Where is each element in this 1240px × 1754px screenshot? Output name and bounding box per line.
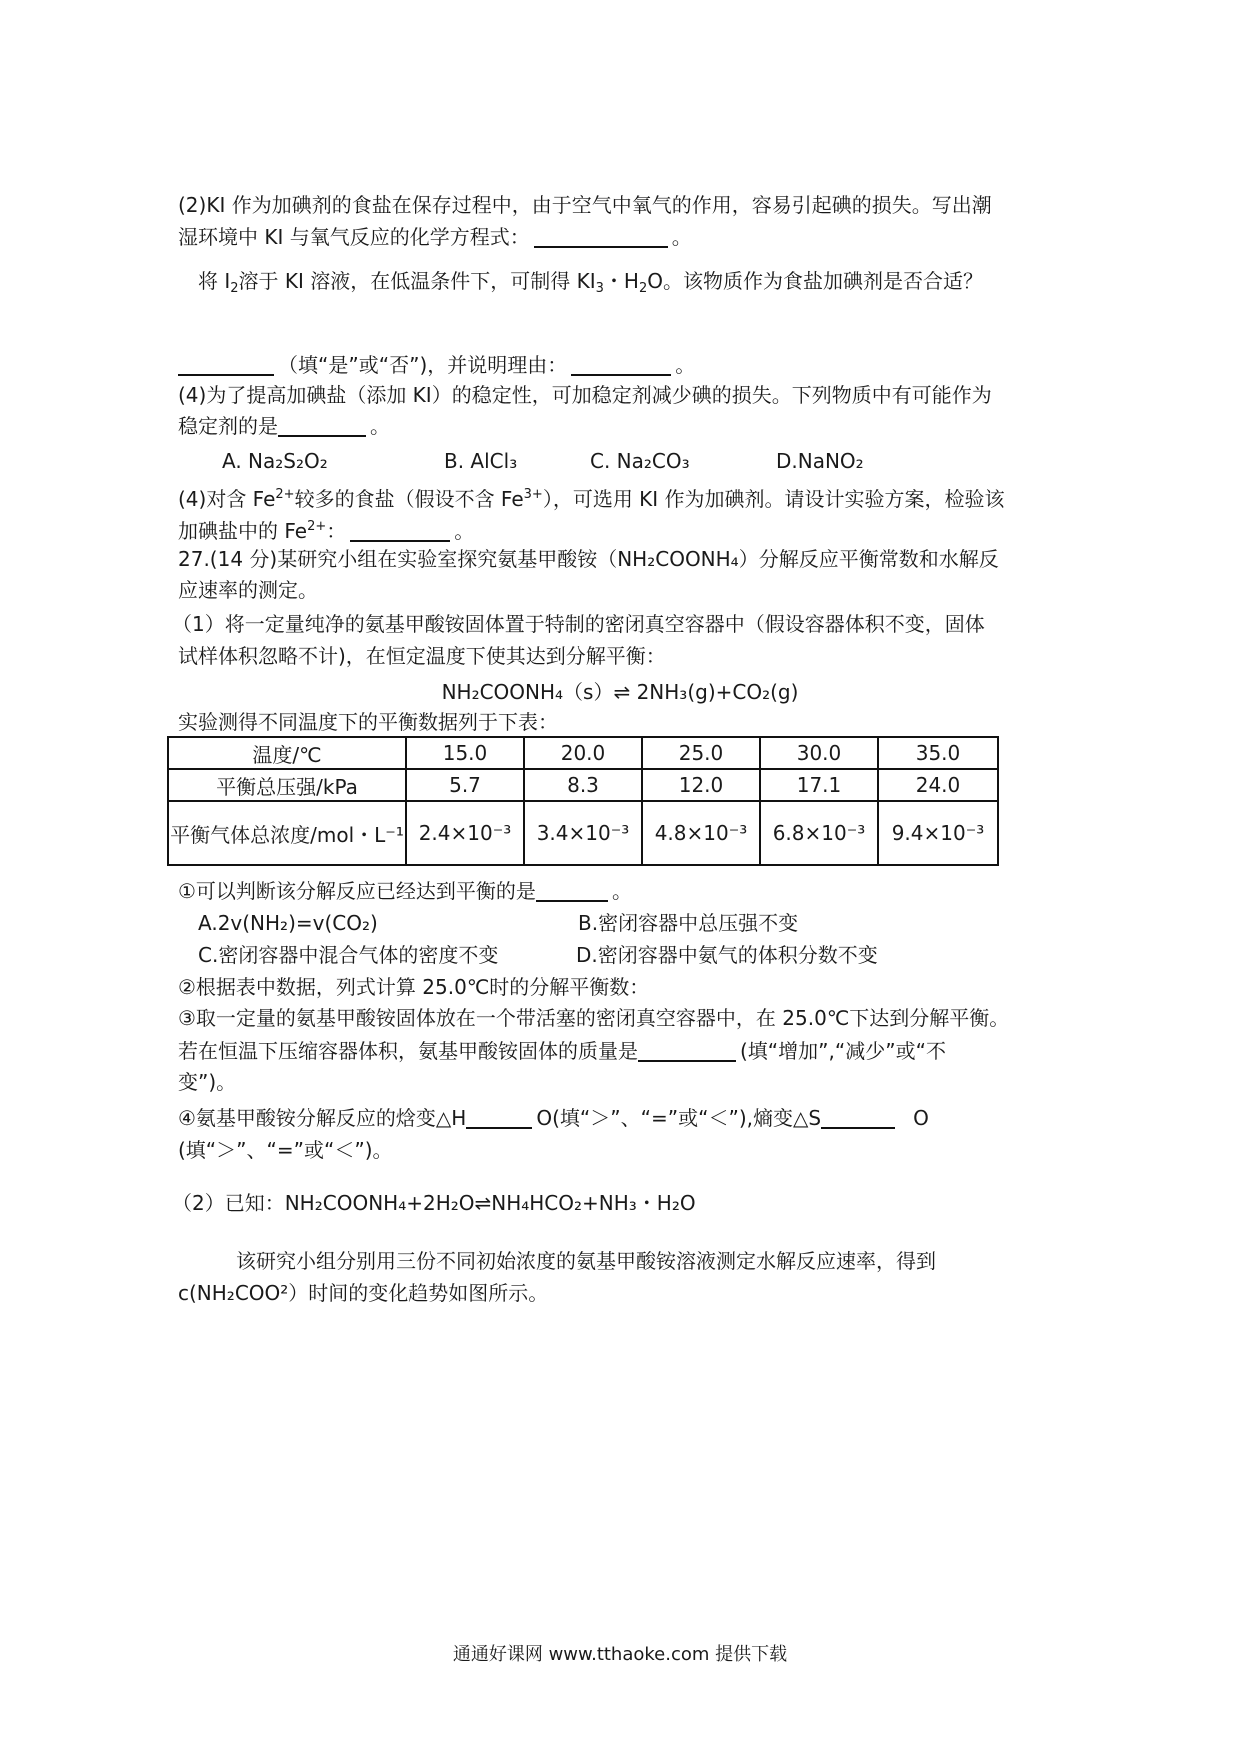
q27-sub3-line-2 — [178, 1036, 946, 1066]
table-cell: 平衡总压强/kPa — [168, 769, 406, 801]
answer-blank-reason[interactable] — [571, 352, 671, 376]
answer-blank-enthalpy[interactable] — [466, 1105, 532, 1129]
q4b-line-1 — [178, 480, 1005, 510]
table-cell: 5.7 — [406, 769, 524, 801]
q27-sub3-line-1: ③取一定量的氨基甲酸铵固体放在一个带活塞的密闭真空容器中，在 25.0℃下达到分解平衡。 — [178, 1006, 1010, 1030]
answer-blank-stabilizer[interactable] — [278, 413, 366, 437]
table-cell: 6.8×10⁻³ — [760, 801, 878, 865]
table-cell: 3.4×10⁻³ — [524, 801, 642, 865]
q27-sub4-line-2: (填“＞”、“=”或“＜”)。 — [178, 1138, 393, 1162]
q27-title-line-1: 27.(14 分)某研究小组在实验室探究氨基甲酸铵（NH₂COONH₄）分解反应平衡常数和水解反 — [178, 547, 999, 571]
table-cell: 24.0 — [878, 769, 998, 801]
q27-sub2: ②根据表中数据，列式计算 25.0℃时的分解平衡数： — [178, 975, 650, 999]
answer-blank-yes-no[interactable] — [178, 352, 274, 376]
table-cell: 9.4×10⁻³ — [878, 801, 998, 865]
table-cell: 12.0 — [642, 769, 760, 801]
answer-blank-equation[interactable] — [534, 224, 668, 248]
q4b-sup-2b: 2+ — [307, 519, 327, 534]
answer-blank-equilibrium[interactable] — [536, 878, 608, 902]
q4b-line-2 — [178, 512, 474, 542]
equilibrium-data-table — [167, 736, 999, 866]
q4b-sup-3: 3+ — [523, 487, 543, 502]
answer-blank-mass[interactable] — [638, 1038, 736, 1062]
answer-blank-entropy[interactable] — [821, 1105, 895, 1129]
q3-line-2 — [178, 350, 695, 380]
answer-blank-fe-test[interactable] — [350, 518, 450, 542]
q27-sub4-text-a: ④氨基甲酸铵分解反应的焓变△H — [178, 1106, 467, 1130]
q4a-line-1: (4)为了提高加碘盐（添加 KI）的稳定性，可加稳定剂减少碘的损失。下列物质中有可能作为 — [178, 383, 992, 407]
q27-sub1-text: ①可以判断该分解反应已经达到平衡的是 — [178, 879, 536, 903]
q4b-text-a: (4)对含 Fe — [178, 487, 276, 511]
q27-option-a: A.2v(NH₂)=v(CO₂) — [198, 911, 378, 935]
q2-line-2-end: 。 — [671, 225, 692, 249]
q2-line-2 — [178, 222, 692, 252]
q4a-option-c: C. Na₂CO₃ — [590, 449, 690, 473]
q4a-line-2-text: 稳定剂的是 — [178, 414, 278, 438]
table-row — [168, 737, 998, 769]
q27-part2-line-2: c(NH₂COO²）时间的变化趋势如图所示。 — [178, 1281, 549, 1305]
q27-part1-line-1: （1）将一定量纯净的氨基甲酸铵固体置于特制的密闭真空容器中（假设容器体积不变，固体 — [172, 612, 985, 636]
q27-equation-1: NH₂COONH₄（s）⇌ 2NH₃(g)+CO₂(g) — [441, 680, 799, 704]
q3-line-2-text: （填“是”或“否”)，并说明理由： — [278, 353, 568, 377]
table-cell: 35.0 — [878, 737, 998, 769]
q4a-line-2-end: 。 — [370, 414, 390, 438]
q4a-line-2 — [178, 411, 390, 441]
q27-part2-equation: （2）已知：NH₂COONH₄+2H₂O⇌NH₄HCO₂+NH₃・H₂O — [172, 1191, 696, 1215]
table-cell: 30.0 — [760, 737, 878, 769]
q27-option-c: C.密闭容器中混合气体的密度不变 — [198, 943, 499, 967]
table-cell: 25.0 — [642, 737, 760, 769]
table-cell: 4.8×10⁻³ — [642, 801, 760, 865]
footer-source: 通通好课网 www.tthaoke.com 提供下载 — [452, 1644, 788, 1665]
q27-sub3-text: 若在恒温下压缩容器体积，氨基甲酸铵固体的质量是 — [178, 1039, 638, 1063]
table-cell: 20.0 — [524, 737, 642, 769]
q4b-text-c: ），可选用 KI 作为加碘剂。请设计实验方案，检验该 — [542, 487, 1005, 511]
q27-option-b: B.密闭容器中总压强不变 — [578, 911, 799, 935]
table-row — [168, 769, 998, 801]
q3-text-c: ・H — [603, 269, 639, 293]
q27-table-intro: 实验测得不同温度下的平衡数据列于下表： — [178, 710, 558, 734]
q4a-option-d: D.NaNO₂ — [776, 449, 864, 473]
table-cell: 8.3 — [524, 769, 642, 801]
q27-part2-line-1: 该研究小组分别用三份不同初始浓度的氨基甲酸铵溶液测定水解反应速率，得到 — [236, 1249, 936, 1273]
table-cell: 15.0 — [406, 737, 524, 769]
table-cell: 平衡气体总浓度/mol・L⁻¹ — [168, 801, 406, 865]
q27-sub1-end: 。 — [611, 879, 632, 903]
q27-part1-line-2: 试样体积忽略不计)，在恒定温度下使其达到分解平衡： — [178, 644, 666, 668]
q3-text-d: O。该物质作为食盐加碘剂是否合适？ — [647, 269, 984, 293]
table-cell: 2.4×10⁻³ — [406, 801, 524, 865]
table-cell: 温度/℃ — [168, 737, 406, 769]
q27-sub1 — [178, 876, 632, 906]
q4b-text-d: 加碘盐中的 Fe — [178, 519, 308, 543]
q27-sub4-text-c: O — [913, 1106, 929, 1130]
q27-sub3-line-3: 变”)。 — [178, 1070, 237, 1094]
q4b-sup-2: 2+ — [275, 487, 295, 502]
q27-option-d: D.密闭容器中氨气的体积分数不变 — [576, 943, 878, 967]
q3-line-2-end: 。 — [675, 353, 696, 377]
q4b-text-f: 。 — [454, 519, 475, 543]
q3-text-b: 溶于 KI 溶液，在低温条件下，可制得 KI — [238, 269, 596, 293]
q3-text-a: 将 I — [198, 269, 231, 293]
q27-sub4-line-1 — [178, 1103, 929, 1133]
q4b-text-e: ： — [326, 519, 347, 543]
q27-sub4-text-b: O(填“＞”、“=”或“＜”),熵变△S — [536, 1106, 822, 1130]
table-row — [168, 801, 998, 865]
table-cell: 17.1 — [760, 769, 878, 801]
q27-sub3-end: (填“增加”,“减少”或“不 — [740, 1039, 946, 1063]
q4b-text-b: 较多的食盐（假设不含 Fe — [294, 487, 524, 511]
q2-line-1: (2)KI 作为加碘剂的食盐在保存过程中，由于空气中氧气的作用，容易引起碘的损失。写出潮 — [178, 193, 992, 217]
q2-line-2-text: 湿环境中 KI 与氧气反应的化学方程式： — [178, 225, 530, 249]
q4a-option-a: A. Na₂S₂O₂ — [222, 449, 328, 473]
q4a-option-b: B. AlCl₃ — [444, 449, 518, 473]
q3-line-1: 将 $I_2$溶于 KI 溶液，在低温条件下，可制得 $KI_3$・$H_2O$。该物质作为食盐加碘剂是否合适？ — [198, 269, 984, 296]
q27-title-line-2: 应速率的测定。 — [178, 578, 318, 602]
